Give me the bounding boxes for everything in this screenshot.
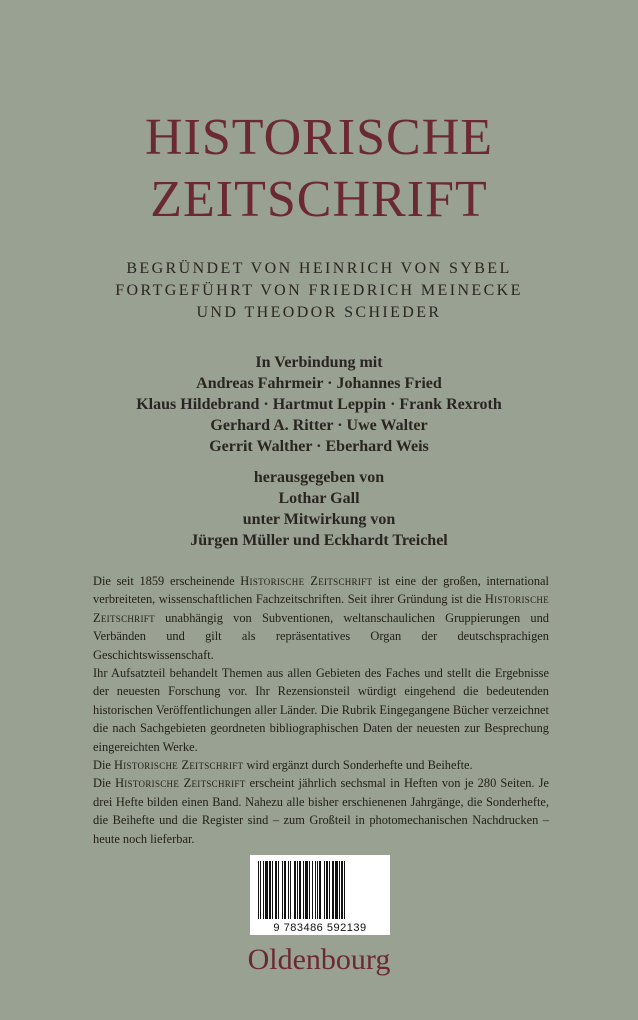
isbn-barcode	[250, 855, 390, 935]
founders-block	[0, 258, 638, 324]
journal-description	[93, 572, 549, 848]
founder-line: BEGRÜNDET VON HEINRICH VON SYBEL	[126, 260, 512, 277]
description-paragraph: Die seit 1859 erscheinende Historische Zeitschrift ist eine der großen, international verbreiteten, wissenschaftlichen Fachzeitschriften. Seit ihrer Gründung ist die Historische Zeitschrift unabhängig von Subventionen, weltanschaulichen Gruppierungen und Verbänden und gilt als repräsentatives Organ der deutschsprachigen Geschichtswissenschaft.	[93, 574, 549, 662]
editors-intro: In Verbindung mit	[255, 354, 383, 371]
description-paragraph: Ihr Aufsatzteil behandelt Themen aus allen Gebieten des Faches und stellt die Ergebnisse der neuesten Forschung vor. Ihr Rezensionsteil würdigt eingehend die bedeutenden historischen Veröffentlichungen aller Länder. Die Rubrik Eingegangene Bücher verzeichnet die nach Sachgebieten geordneten bibliographischen Daten der neuesten zur Besprechung eingereichten Werke.	[93, 666, 549, 754]
description-paragraph: Die Historische Zeitschrift wird ergänzt durch Sonderhefte und Beihefte.	[93, 758, 473, 773]
journal-name: Historische Zeitschrift	[240, 574, 373, 588]
collaborators-line: Gerrit Walther · Eberhard Weis	[209, 438, 429, 455]
founder-line: UND THEODOR SCHIEDER	[196, 304, 442, 321]
collaborators-line: Gerhard A. Ritter · Uwe Walter	[210, 417, 428, 434]
description-paragraph: Die Historische Zeitschrift erscheint jährlich sechsmal in Heften von je 280 Seiten. Je drei Hefte bilden einen Band. Nahezu alle bisher erschienenen Jahrgänge, die Sonderhefte, die Beihefte und die Register sind – zum Großteil in photomechanischen Nachdrucken – heute noch lieferbar.	[93, 776, 549, 846]
journal-name: Historische Zeitschrift	[114, 758, 244, 773]
editor-name: Lothar Gall	[278, 490, 360, 507]
cooperation-label: unter Mitwirkung von	[242, 511, 396, 528]
journal-title-line-1: HISTORISCHE	[144, 109, 494, 166]
collaborators-line: Andreas Fahrmeir · Johannes Fried	[196, 375, 442, 392]
founder-line: FORTGEFÜHRT VON FRIEDRICH MEINECKE	[115, 282, 523, 299]
isbn-number: 9 783486 592139	[273, 922, 367, 934]
barcode-bars	[258, 861, 382, 919]
co-editors-names: Jürgen Müller und Eckhardt Treichel	[190, 532, 448, 549]
editors-block	[0, 352, 638, 551]
collaborators-line: Klaus Hildebrand · Hartmut Leppin · Frank Rexroth	[136, 396, 502, 413]
journal-name: Historische Zeitschrift	[93, 592, 549, 625]
publisher-logo: Oldenbourg	[247, 943, 391, 976]
journal-name: Historische Zeitschrift	[115, 776, 246, 791]
edited-by-label: herausgegeben von	[253, 469, 385, 486]
journal-title-line-2: ZEITSCHRIFT	[150, 171, 488, 228]
